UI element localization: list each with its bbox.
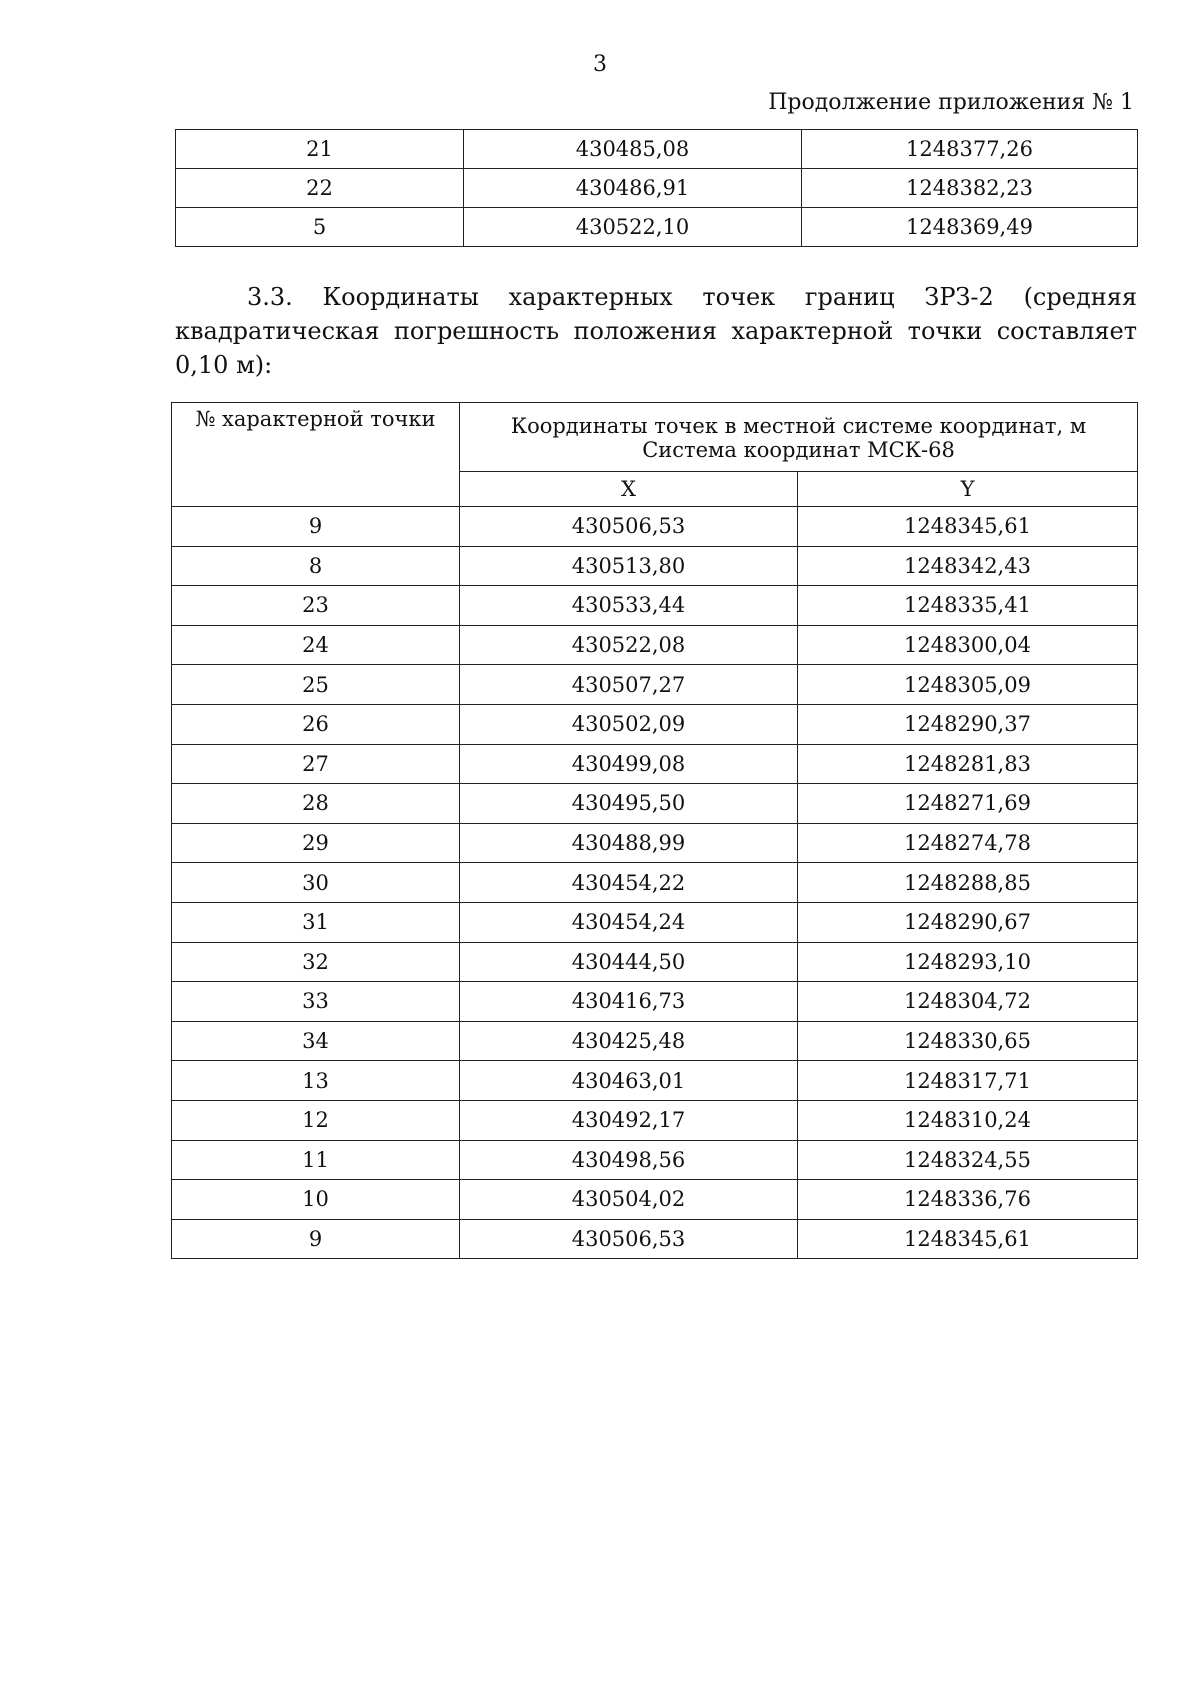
table-row [172,665,1138,705]
point-number-cell: 27 [172,744,460,784]
header-y: Y [798,472,1138,507]
table-row [172,982,1138,1022]
table-row [172,902,1138,942]
x-coordinate-cell: 430533,44 [460,586,798,626]
y-coordinate-cell: 1248290,37 [798,704,1138,744]
y-coordinate-cell: 1248290,67 [798,902,1138,942]
header-coordinates-line: Система координат МСК-68 [642,438,955,462]
y-coordinate-cell: 1248324,55 [798,1140,1138,1180]
table-row [172,625,1138,665]
x-coordinate-cell: 430506,53 [460,1219,798,1259]
y-coordinate-cell: 1248330,65 [798,1021,1138,1061]
point-number-cell: 9 [172,1219,460,1259]
table-row [172,704,1138,744]
y-coordinate-cell: 1248317,71 [798,1061,1138,1101]
y-coordinate-cell: 1248345,61 [798,1219,1138,1259]
point-number-cell: 31 [172,902,460,942]
point-number-cell: 30 [172,863,460,903]
point-number-cell: 24 [172,625,460,665]
x-coordinate-cell: 430499,08 [460,744,798,784]
table-row [172,744,1138,784]
y-coordinate-cell: 1248304,72 [798,982,1138,1022]
table-row [172,942,1138,982]
table-row [172,1140,1138,1180]
table-row [176,169,1138,208]
point-number-cell: 32 [172,942,460,982]
x-coordinate-cell: 430488,99 [460,823,798,863]
header-coordinates-line: Координаты точек в местной системе координат, м [510,413,1087,438]
x-coordinate-cell: 430513,80 [460,546,798,586]
table-row [172,784,1138,824]
table-row [172,1061,1138,1101]
table-row [172,586,1138,626]
header-coordinates [460,403,1138,472]
point-number-cell: 10 [172,1180,460,1220]
y-coordinate-cell: 1248336,76 [798,1180,1138,1220]
x-coordinate-cell: 430425,48 [460,1021,798,1061]
x-coordinate-cell: 430463,01 [460,1061,798,1101]
x-coordinate-cell: 430454,24 [460,902,798,942]
paragraph-line: квадратическая погрешность положения характерной точки составляет [175,317,1137,345]
x-coordinate-cell: 430416,73 [460,982,798,1022]
point-number-cell: 12 [172,1100,460,1140]
x-coordinate-cell: 430522,08 [460,625,798,665]
table-row [176,130,1138,169]
point-number-cell: 23 [172,586,460,626]
point-number-cell: 8 [172,546,460,586]
table-row [172,1180,1138,1220]
point-number-cell: 22 [176,169,464,208]
x-coordinate-cell: 430485,08 [464,130,802,169]
y-coordinate-cell: 1248288,85 [798,863,1138,903]
x-coordinate-cell: 430486,91 [464,169,802,208]
header-x: X [460,472,798,507]
x-coordinate-cell: 430454,22 [460,863,798,903]
point-number-cell: 21 [176,130,464,169]
y-coordinate-cell: 1248310,24 [798,1100,1138,1140]
header-point-number: № характерной точки [172,403,460,507]
y-coordinate-cell: 1248305,09 [798,665,1138,705]
y-coordinate-cell: 1248345,61 [798,507,1138,547]
point-number-cell: 28 [172,784,460,824]
y-coordinate-cell: 1248300,04 [798,625,1138,665]
x-coordinate-cell: 430495,50 [460,784,798,824]
x-coordinate-cell: 430498,56 [460,1140,798,1180]
x-coordinate-cell: 430492,17 [460,1100,798,1140]
page-number: 3 [593,52,607,77]
y-coordinate-cell: 1248382,23 [802,169,1138,208]
x-coordinate-cell: 430502,09 [460,704,798,744]
table-row [172,863,1138,903]
table-row [172,1219,1138,1259]
x-coordinate-cell: 430522,10 [464,208,802,247]
point-number-cell: 33 [172,982,460,1022]
point-number-cell: 34 [172,1021,460,1061]
y-coordinate-cell: 1248271,69 [798,784,1138,824]
continuation-note: Продолжение приложения № 1 [768,90,1134,115]
y-coordinate-cell: 1248377,26 [802,130,1138,169]
point-number-cell: 25 [172,665,460,705]
point-number-cell: 9 [172,507,460,547]
y-coordinate-cell: 1248369,49 [802,208,1138,247]
point-number-cell: 29 [172,823,460,863]
y-coordinate-cell: 1248335,41 [798,586,1138,626]
x-coordinate-cell: 430506,53 [460,507,798,547]
x-coordinate-cell: 430444,50 [460,942,798,982]
table-row [172,507,1138,547]
table-row [172,1100,1138,1140]
table-row [176,208,1138,247]
y-coordinate-cell: 1248342,43 [798,546,1138,586]
paragraph-line: 0,10 м): [175,351,273,379]
paragraph-line: 3.3. Координаты характерных точек границ ЗРЗ-2 (средняя [247,283,1137,311]
y-coordinate-cell: 1248281,83 [798,744,1138,784]
point-number-cell: 13 [172,1061,460,1101]
coordinates-table-continued [175,129,1138,247]
section-paragraph [175,280,1137,382]
y-coordinate-cell: 1248274,78 [798,823,1138,863]
table-row [172,1021,1138,1061]
x-coordinate-cell: 430504,02 [460,1180,798,1220]
point-number-cell: 11 [172,1140,460,1180]
point-number-cell: 26 [172,704,460,744]
x-coordinate-cell: 430507,27 [460,665,798,705]
y-coordinate-cell: 1248293,10 [798,942,1138,982]
point-number-cell: 5 [176,208,464,247]
table-row [172,823,1138,863]
table-row [172,546,1138,586]
coordinates-table-zrz2 [171,402,1138,1259]
